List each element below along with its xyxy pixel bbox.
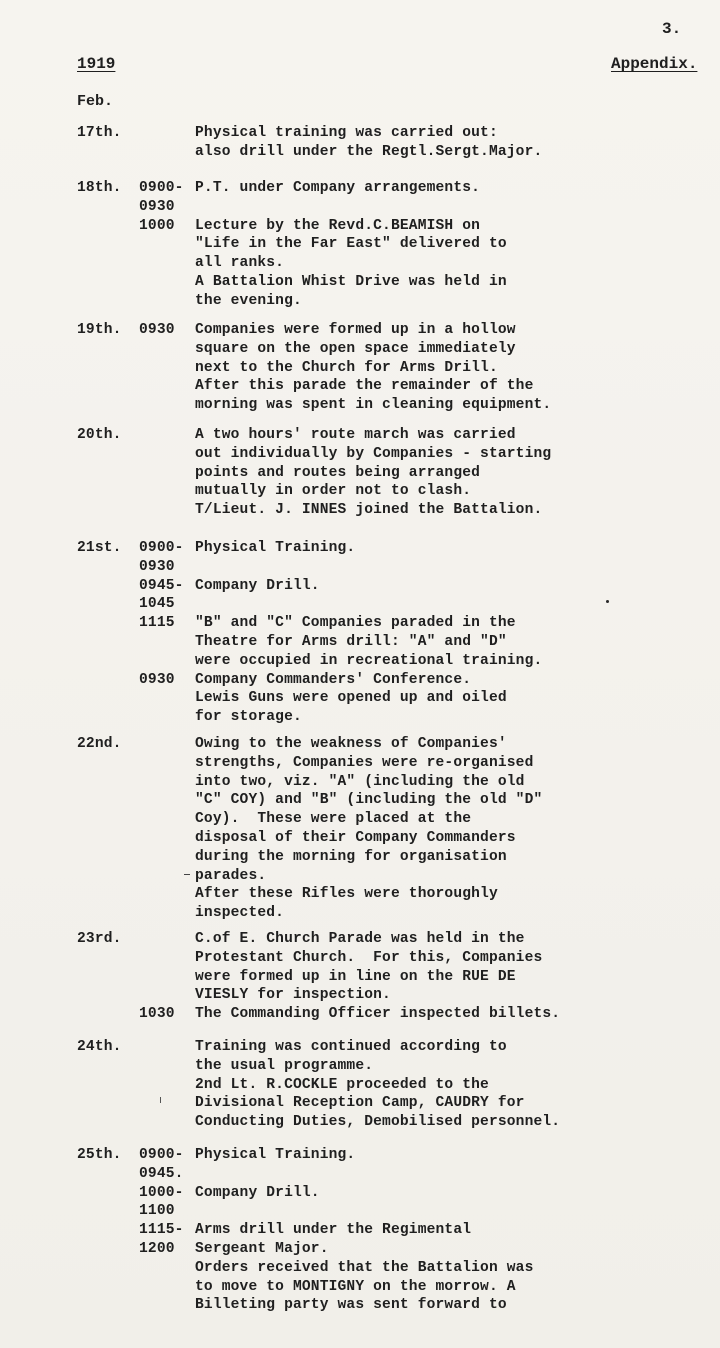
entry-line: Arms drill under the Regimental bbox=[195, 1222, 472, 1239]
entry-time: 1200 bbox=[139, 1241, 175, 1257]
entry-line: were formed up in line on the RUE DE bbox=[195, 968, 516, 985]
entry-line: After these Rifles were thoroughly bbox=[195, 886, 498, 903]
entry-time: 0930 bbox=[139, 671, 175, 688]
entry-date: 25th. bbox=[77, 1147, 122, 1163]
entry-line: A Battalion Whist Drive was held in bbox=[195, 274, 507, 290]
entry-time: 0900- bbox=[139, 1147, 184, 1163]
entry-line: Conducting Duties, Demobilised personnel. bbox=[195, 1114, 561, 1131]
entry-line: Lewis Guns were opened up and oiled bbox=[195, 690, 507, 707]
entry-time: 1045 bbox=[139, 596, 175, 613]
entry-time: 0930 bbox=[139, 198, 175, 215]
entry-line: also drill under the Regtl.Sergt.Major. bbox=[195, 143, 543, 160]
entry-line: disposal of their Company Commanders bbox=[195, 830, 516, 846]
entry-line: A two hours' route march was carried bbox=[195, 427, 516, 443]
entry-line: mutually in order not to clash. bbox=[195, 483, 472, 500]
entry-line: square on the open space immediately bbox=[195, 340, 516, 357]
entry-line: morning was spent in cleaning equipment. bbox=[195, 397, 552, 414]
entry-time: 1115- bbox=[139, 1222, 184, 1239]
entry-date: 18th. bbox=[77, 180, 122, 196]
entry-line: were occupied in recreational training. bbox=[195, 652, 543, 669]
entry-line: the evening. bbox=[195, 292, 302, 309]
entry-line: Protestant Church. For this, Companies bbox=[195, 949, 543, 966]
entry-line: for storage. bbox=[195, 709, 302, 726]
entry-date: 17th. bbox=[77, 125, 122, 141]
entry-line: inspected. bbox=[195, 905, 285, 922]
entry-line: Coy). These were placed at the bbox=[195, 811, 472, 828]
entry-line: Theatre for Arms drill: "A" and "D" bbox=[195, 634, 507, 650]
entry-line: Billeting party was sent forward to bbox=[195, 1297, 507, 1314]
entry-line: "Life in the Far East" delivered to bbox=[195, 236, 507, 253]
entry-line: during the morning for organisation bbox=[195, 848, 507, 865]
entry-line: Physical Training. bbox=[195, 1147, 356, 1163]
entry-line: Divisional Reception Camp, CAUDRY for bbox=[195, 1095, 525, 1112]
entry-time: 0900- bbox=[139, 540, 184, 556]
entry-line: Physical training was carried out: bbox=[195, 125, 498, 141]
month-label: Feb. bbox=[77, 93, 114, 110]
entry-line: Physical Training. bbox=[195, 540, 356, 556]
year-heading: 1919 bbox=[77, 55, 116, 73]
entry-line: C.of E. Church Parade was held in the bbox=[195, 931, 525, 947]
entry-line: P.T. under Company arrangements. bbox=[195, 180, 481, 196]
entry-line: Owing to the weakness of Companies' bbox=[195, 736, 507, 752]
entry-line: out individually by Companies - starting bbox=[195, 445, 552, 462]
entry-line: Sergeant Major. bbox=[195, 1241, 329, 1257]
entry-line: "B" and "C" Companies paraded in the bbox=[195, 615, 516, 632]
ink-dot-mark bbox=[606, 600, 609, 603]
entry-line: to move to MONTIGNY on the morrow. A bbox=[195, 1278, 516, 1295]
entry-line: Lecture by the Revd.C.BEAMISH on bbox=[195, 217, 481, 234]
entry-time: 1000- bbox=[139, 1184, 184, 1201]
entry-date: 22nd. bbox=[77, 736, 122, 752]
entry-time: 1100 bbox=[139, 1203, 175, 1220]
entry-line: Companies were formed up in a hollow bbox=[195, 322, 516, 338]
entry-line: Company Drill. bbox=[195, 577, 320, 594]
entry-line: into two, viz. "A" (including the old bbox=[195, 773, 525, 790]
entry-date: 24th. bbox=[77, 1039, 122, 1055]
entry-time: 0945. bbox=[139, 1165, 184, 1182]
entry-line: T/Lieut. J. INNES joined the Battalion. bbox=[195, 502, 543, 519]
entry-line: "C" COY) and "B" (including the old "D" bbox=[195, 792, 543, 809]
entry-time: 0930 bbox=[139, 322, 175, 338]
page-number: 3. bbox=[662, 20, 682, 38]
entry-line: Training was continued according to bbox=[195, 1039, 507, 1055]
entry-line: After this parade the remainder of the bbox=[195, 378, 534, 395]
entry-date: 19th. bbox=[77, 322, 122, 338]
entry-date: 23rd. bbox=[77, 931, 122, 947]
entry-line: The Commanding Officer inspected billets. bbox=[195, 1006, 561, 1023]
entry-line: VIESLY for inspection. bbox=[195, 987, 391, 1004]
pencil-tick-mark bbox=[160, 1097, 161, 1103]
entry-line: 2nd Lt. R.COCKLE proceeded to the bbox=[195, 1076, 489, 1093]
entry-time: 1030 bbox=[139, 1006, 175, 1023]
pencil-dash-mark bbox=[184, 874, 190, 875]
entry-time: 1115 bbox=[139, 615, 175, 632]
entry-line: strengths, Companies were re-organised bbox=[195, 754, 534, 771]
appendix-heading: Appendix. bbox=[611, 55, 698, 73]
entry-line: the usual programme. bbox=[195, 1057, 374, 1074]
entry-line: all ranks. bbox=[195, 255, 285, 272]
entry-time: 1000 bbox=[139, 217, 175, 234]
entry-line: points and routes being arranged bbox=[195, 464, 481, 481]
entry-date: 21st. bbox=[77, 540, 122, 556]
entry-line: parades. bbox=[195, 867, 267, 884]
entry-line: Company Drill. bbox=[195, 1184, 320, 1201]
entry-date: 20th. bbox=[77, 427, 122, 443]
entry-time: 0930 bbox=[139, 558, 175, 575]
entry-time: 0900- bbox=[139, 180, 184, 196]
entry-line: Orders received that the Battalion was bbox=[195, 1259, 534, 1276]
entry-line: Company Commanders' Conference. bbox=[195, 671, 472, 688]
entry-line: next to the Church for Arms Drill. bbox=[195, 359, 498, 376]
entry-time: 0945- bbox=[139, 577, 184, 594]
